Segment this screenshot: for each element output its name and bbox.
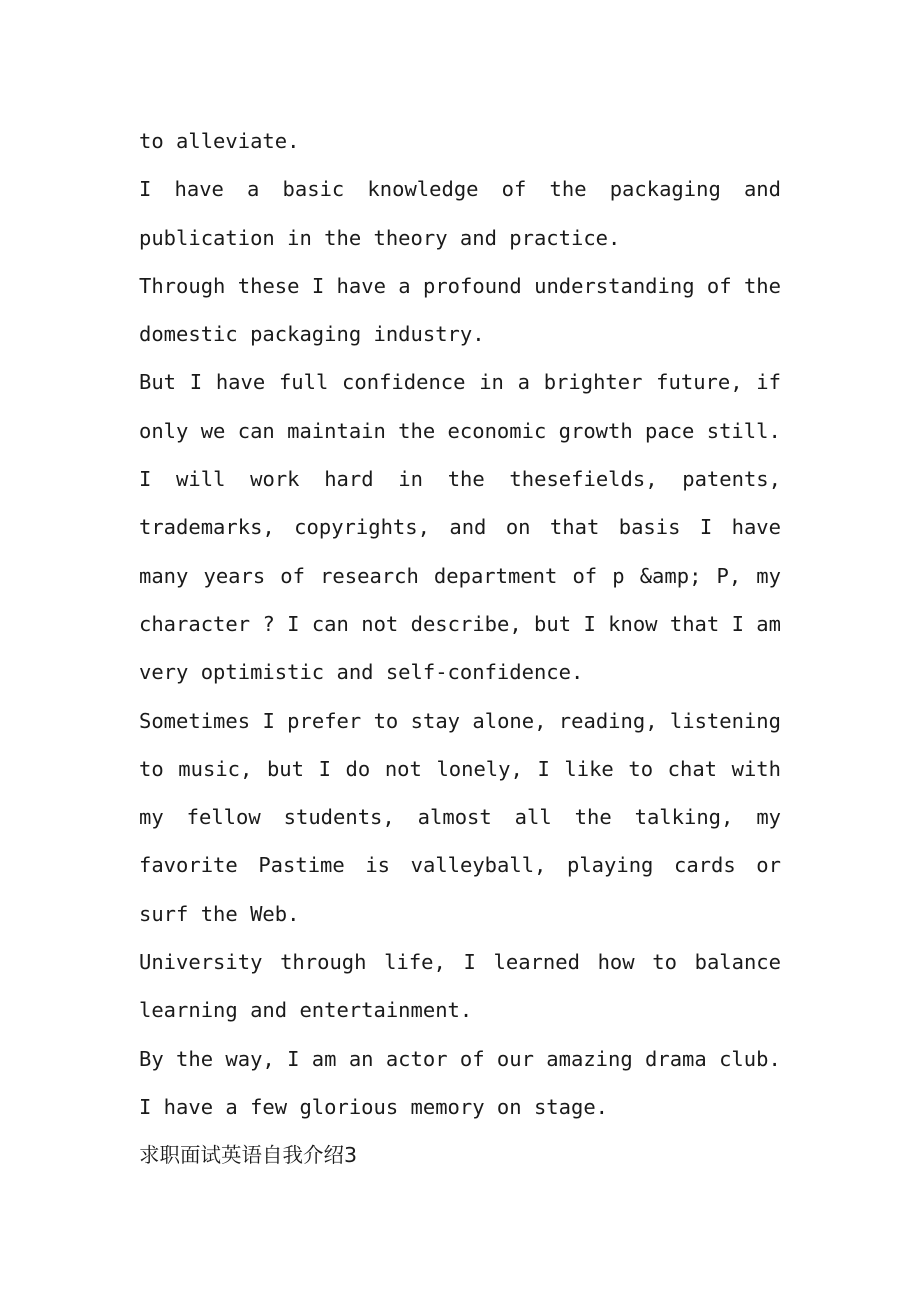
paragraph-4: But I have full confidence in a brighter future, if only we can maintain the economic growth pace still. <box>139 370 781 443</box>
document-body <box>139 117 781 1180</box>
paragraph-3: Through these I have a profound understanding of the domestic packaging industry. <box>139 273 781 347</box>
paragraph-9: I have a few glorious memory on stage. <box>139 1094 608 1119</box>
paragraph-1: to alleviate. <box>139 129 300 153</box>
paragraph-6: Sometimes I prefer to stay alone, reading, listening to music, but I do not lonely, I like to chat with my fellow students, almost all the talking, my favorite Pastime is valleyball, playing cards or surf the Web. <box>139 708 781 926</box>
paragraph-8: By the way, I am an actor of our amazing drama club. <box>139 1046 781 1071</box>
paragraph-5: I will work hard in the thesefields, patents, trademarks, copyrights, and on that basis I have many years of research department of p &amp; P, my character ? I can not describe, but I know that I am very optimistic and self-confidence. <box>139 467 781 685</box>
section-heading: 求职面试英语自我介绍3 <box>139 1143 358 1168</box>
paragraph-2: I have a basic knowledge of the packaging and publication in the theory and practice. <box>139 177 781 250</box>
paragraph-7: University through life, I learned how to balance learning and entertainment. <box>139 950 781 1023</box>
